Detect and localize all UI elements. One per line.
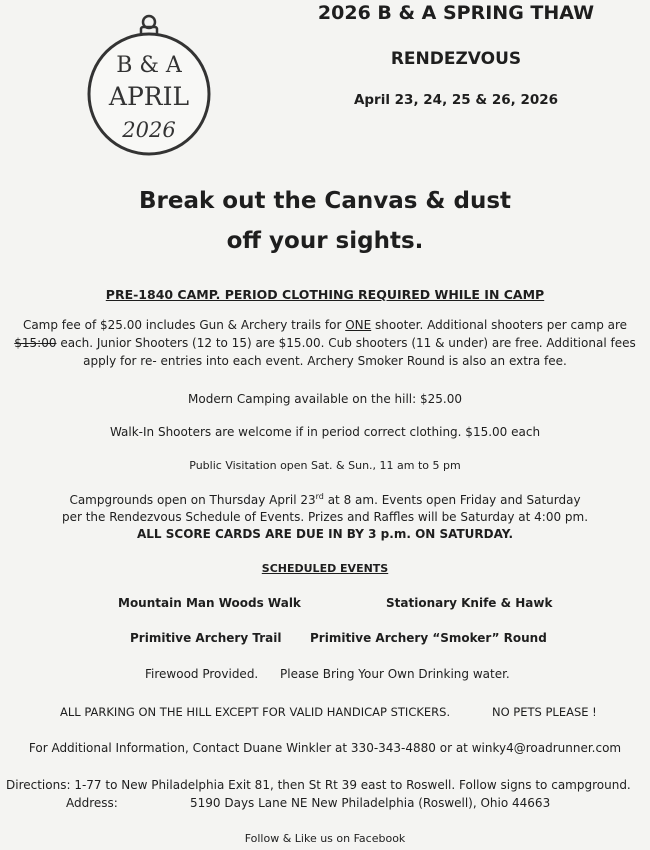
event-item: Mountain Man Woods Walk xyxy=(118,596,301,610)
event-item: Primitive Archery “Smoker” Round xyxy=(310,631,547,645)
drinking-water-note: Please Bring Your Own Drinking water. xyxy=(280,667,510,681)
address-value: 5190 Days Lane NE New Philadelphia (Roswell), Ohio 44663 xyxy=(190,796,551,810)
event-dates: April 23, 24, 25 & 26, 2026 xyxy=(353,92,559,108)
camp-fee-emphasis: ONE xyxy=(345,318,372,332)
headline-line-1: Break out the Canvas & dust xyxy=(138,188,512,214)
camp-clothing-notice: PRE-1840 CAMP. PERIOD CLOTHING REQUIRED WHILE IN CAMP xyxy=(105,287,545,302)
walk-in-shooters: Walk-In Shooters are welcome if in period correct clothing. $15.00 each xyxy=(109,425,541,439)
camp-fee-line-3: apply for re- entries into each event. Archery Smoker Round is also an extra fee. xyxy=(83,354,567,368)
firewood-note: Firewood Provided. xyxy=(145,667,259,681)
campgrounds-open-text-continued: at 8 am. Events open Friday and Saturday xyxy=(323,493,581,507)
address-label: Address: xyxy=(66,796,118,810)
camp-fee-line-2 xyxy=(0,336,650,350)
event-title-line-2: RENDEZVOUS xyxy=(390,49,522,69)
contact-info: For Additional Information, Contact Duane Winkler at 330-343-4880 or at winky4@roadrunner.com xyxy=(28,741,622,755)
emblem-month-text: APRIL xyxy=(108,82,190,111)
campgrounds-line-2: per the Rendezvous Schedule of Events. Prizes and Raffles will be Saturday at 4:00 pm. xyxy=(61,510,589,524)
campgrounds-line-1 xyxy=(0,492,650,507)
parking-note: ALL PARKING ON THE HILL EXCEPT FOR VALID HANDICAP STICKERS. xyxy=(60,705,451,719)
event-title-line-1: 2026 B & A SPRING THAW xyxy=(317,2,595,24)
camp-fee-text: Camp fee of $25.00 includes Gun & Archery trails for xyxy=(22,318,346,332)
junior-cub-fees: each. Junior Shooters (12 to 15) are $15.00. Cub shooters (11 & under) are free. Additional fees xyxy=(56,336,636,350)
emblem-top-text: B & A xyxy=(116,53,182,78)
event-emblem xyxy=(86,14,216,159)
score-cards-deadline: ALL SCORE CARDS ARE DUE IN BY 3 p.m. ON SATURDAY. xyxy=(136,527,514,541)
ordinal-suffix: rd xyxy=(315,492,324,501)
no-pets-note: NO PETS PLEASE ! xyxy=(492,705,597,719)
camp-fee-line-1 xyxy=(0,318,650,332)
struck-price: $15:00 xyxy=(14,336,57,350)
directions: Directions: 1-77 to New Philadelphia Exit 81, then St Rt 39 east to Roswell. Follow signs to campground. xyxy=(6,778,631,792)
campgrounds-open-text: Campgrounds open on Thursday April 23 xyxy=(69,493,316,507)
camp-fee-text-continued: shooter. Additional shooters per camp are xyxy=(371,318,628,332)
facebook-follow: Follow & Like us on Facebook xyxy=(244,832,406,845)
event-item: Stationary Knife & Hawk xyxy=(386,596,553,610)
event-item: Primitive Archery Trail xyxy=(130,631,282,645)
emblem-year-text: 2026 xyxy=(122,118,176,142)
modern-camping: Modern Camping available on the hill: $25.00 xyxy=(188,392,462,406)
public-visitation: Public Visitation open Sat. & Sun., 11 am to 5 pm xyxy=(189,459,461,472)
scheduled-events-title: SCHEDULED EVENTS xyxy=(261,562,389,575)
headline-line-2: off your sights. xyxy=(226,228,424,254)
